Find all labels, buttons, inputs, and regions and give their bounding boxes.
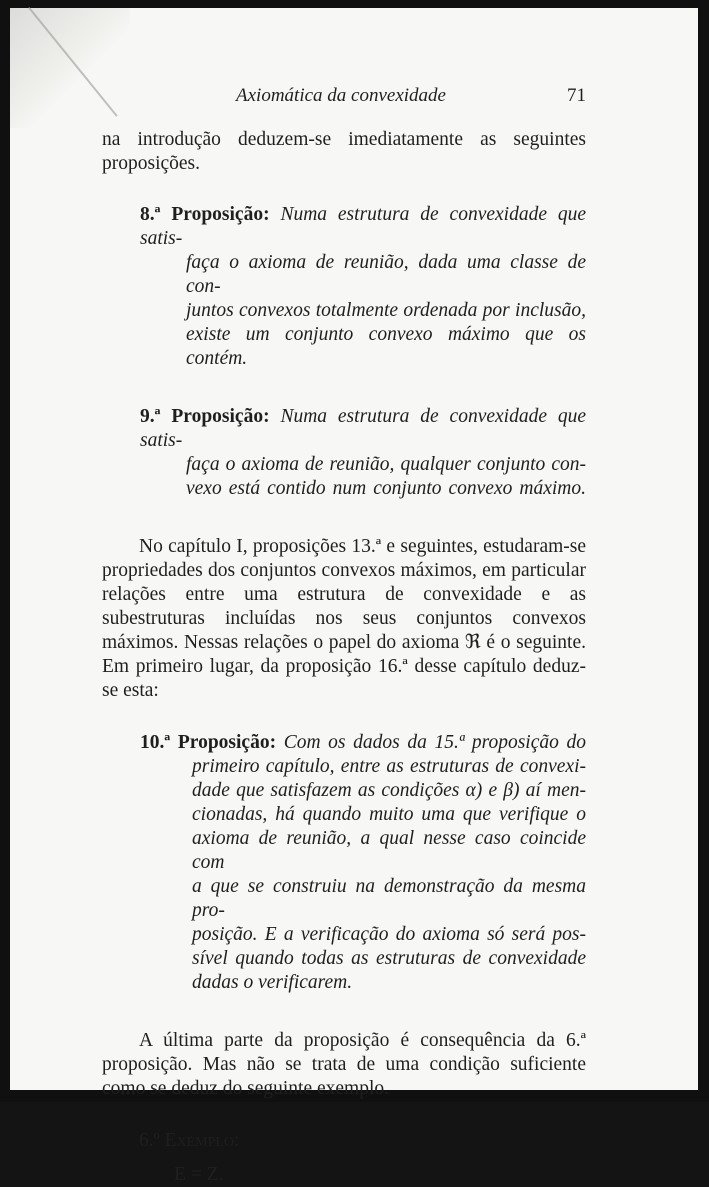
- proposition-text-line: a que se construiu na demonstração da mesma pro-: [192, 876, 586, 921]
- example-equation: E = Z.: [174, 1164, 224, 1185]
- book-page: [10, 8, 698, 1185]
- chapter-paragraph: No capítulo I, proposições 13.ª e seguintes, estudaram-se propriedades dos conjuntos convexos máximos, em particular relações entre uma estrutura de convexidade e as subestruturas incluídas nos seus conjuntos convexos máximos. Nessas relações o papel do axioma ℜ é o seguinte. Em primeiro lugar, da proposição 16.ª desse capítulo deduz-se esta:: [102, 536, 586, 701]
- proposition-number: 8.ª: [140, 204, 161, 225]
- proposition-text-line: Numa estrutura de convexidade que satis-: [140, 406, 587, 451]
- closing-paragraph: A última parte da proposição é consequência da 6.ª proposição. Mas não se trata de uma condição suficiente como se deduz do seguinte exemplo.: [102, 1030, 586, 1099]
- proposition-text-line: vexo está contido num conjunto convexo máximo.: [186, 478, 586, 499]
- proposition-text-line: dadas o verificarem.: [192, 972, 353, 993]
- proposition-label: Proposição:: [177, 732, 277, 753]
- proposition-text-line: faça o axioma de reunião, qualquer conjunto con-: [186, 454, 586, 475]
- proposition-text-line: sível quando todas as estruturas de convexidade: [192, 948, 586, 969]
- proposition-label: Proposição:: [171, 406, 270, 427]
- proposition-text-line: faça o axioma de reunião, dada uma classe de con-: [186, 252, 586, 297]
- proposition-text-line: dade que satisfazem as condições α) e β) aí men-: [192, 780, 586, 801]
- page-content: [102, 84, 586, 1187]
- proposition-number: 9.ª: [140, 406, 161, 427]
- proposition-text-line: posição. E a verificação do axioma só será pos-: [192, 924, 586, 945]
- running-head: [102, 84, 586, 114]
- proposition-10: [140, 731, 586, 995]
- proposition-text-line: Com os dados da 15.ª proposição do: [283, 732, 586, 753]
- proposition-text-line: cionadas, há quando muito uma que verifique o: [192, 804, 586, 825]
- proposition-text-line: juntos convexos totalmente ordenada por inclusão,: [186, 300, 586, 321]
- example-heading: 6.º Exemplo:: [139, 1130, 240, 1151]
- intro-paragraph: na introdução deduzem-se imediatamente as seguintes proposições.: [102, 129, 586, 174]
- proposition-text-line: existe um conjunto convexo máximo que os contém.: [186, 324, 586, 369]
- proposition-text-line: axioma de reunião, a qual nesse caso coincide com: [192, 828, 586, 873]
- proposition-label: Proposição:: [171, 204, 270, 225]
- page-number: 71: [567, 85, 586, 106]
- proposition-8: [140, 203, 586, 371]
- proposition-number: 10.ª: [140, 732, 171, 753]
- proposition-9: [140, 405, 586, 501]
- running-head-title: Axiomática da convexidade: [236, 85, 446, 106]
- proposition-text-line: primeiro capítulo, entre as estruturas de convexi-: [192, 756, 586, 777]
- proposition-text-line: Numa estrutura de convexidade que satis-: [140, 204, 587, 249]
